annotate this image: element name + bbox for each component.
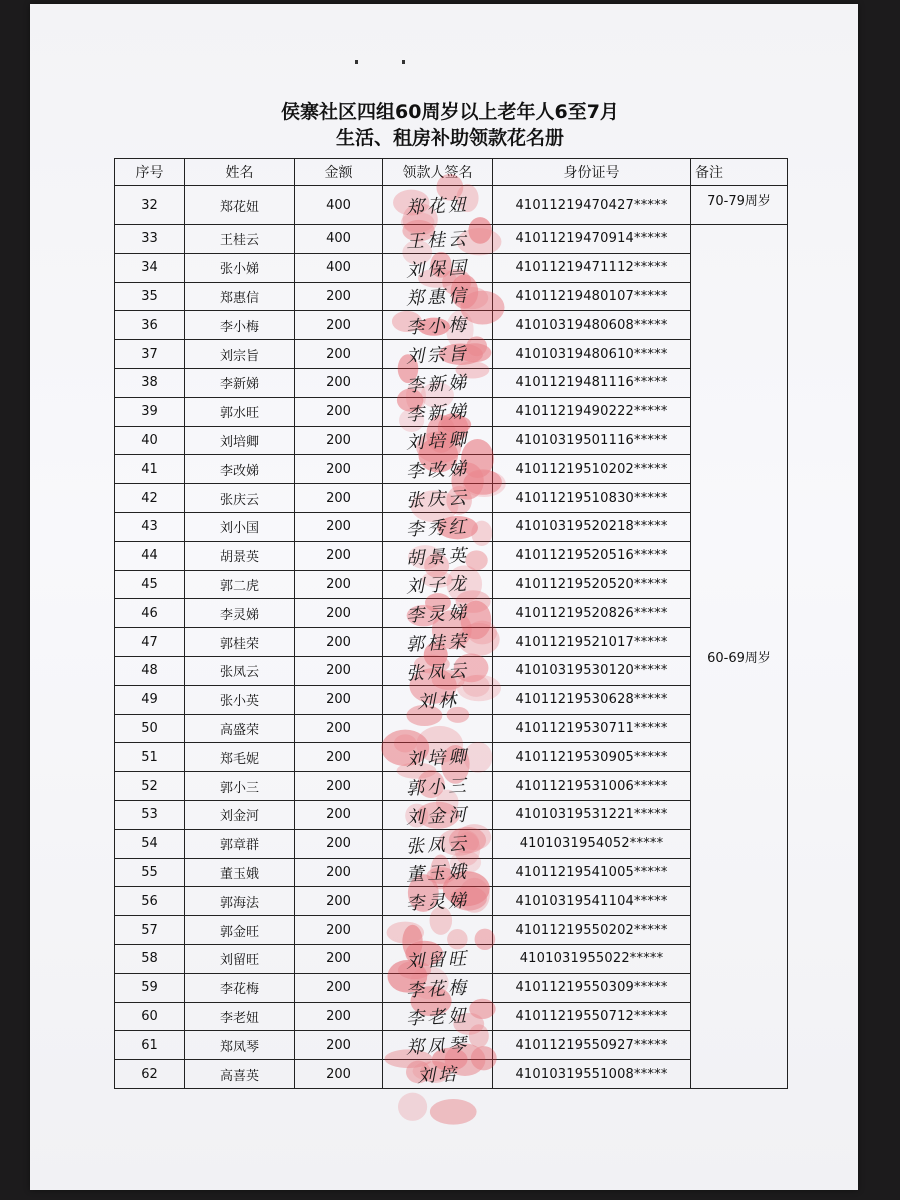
seq-cell: 33 [115, 225, 185, 254]
id-number-cell: 41011219520520***** [493, 570, 691, 599]
seq-cell: 45 [115, 570, 185, 599]
signature-cell [383, 1002, 493, 1031]
name-cell: 王桂云 [185, 225, 295, 254]
id-number-cell: 41011219530711***** [493, 714, 691, 743]
handwritten-signature: 王桂云 [405, 228, 470, 253]
table-row [115, 743, 788, 772]
handwritten-signature: 李秀红 [405, 516, 470, 541]
signature-cell [383, 368, 493, 397]
table-row [115, 484, 788, 513]
amount-cell: 200 [295, 455, 383, 484]
name-cell: 刘培卿 [185, 426, 295, 455]
name-cell: 张庆云 [185, 484, 295, 513]
signature-cell [383, 800, 493, 829]
name-cell: 郭章群 [185, 829, 295, 858]
name-cell: 董玉娥 [185, 858, 295, 887]
seq-cell: 53 [115, 800, 185, 829]
id-number-cell: 41011219550712***** [493, 1002, 691, 1031]
document-title: 侯寨社区四组60周岁以上老年人6至7月 [281, 101, 619, 123]
table-row [115, 858, 788, 887]
seq-cell: 47 [115, 628, 185, 657]
name-cell: 刘留旺 [185, 944, 295, 973]
name-cell: 刘金河 [185, 800, 295, 829]
header-note: 备注 [691, 159, 788, 186]
amount-cell: 200 [295, 541, 383, 570]
name-cell: 李改娣 [185, 455, 295, 484]
id-number-cell: 41010319530120***** [493, 656, 691, 685]
name-cell: 郑花妞 [185, 186, 295, 225]
id-number-cell: 41011219521017***** [493, 628, 691, 657]
name-cell: 郑惠信 [185, 282, 295, 311]
signature-cell [383, 541, 493, 570]
amount-cell: 200 [295, 916, 383, 945]
amount-cell: 200 [295, 714, 383, 743]
seq-cell: 37 [115, 340, 185, 369]
amount-cell: 200 [295, 887, 383, 916]
id-number-cell: 41011219471112***** [493, 253, 691, 282]
handwritten-signature: 张凤云 [405, 660, 470, 685]
seq-cell: 61 [115, 1031, 185, 1060]
handwritten-signature: 李新娣 [405, 401, 470, 426]
table-row [115, 282, 788, 311]
payment-register-table [114, 158, 788, 1089]
signature-cell [383, 225, 493, 254]
handwritten-signature: 李小梅 [405, 314, 470, 339]
note-cell-70-79: 70-79周岁 [691, 186, 788, 225]
handwritten-signature: 郭桂荣 [405, 631, 470, 656]
handwritten-signature: 刘培 [416, 1063, 460, 1088]
handwritten-signature: 刘金河 [405, 804, 470, 829]
amount-cell: 200 [295, 1002, 383, 1031]
table-row [115, 685, 788, 714]
seq-cell: 58 [115, 944, 185, 973]
handwritten-signature: 刘宗旨 [405, 343, 470, 368]
name-cell: 李新娣 [185, 368, 295, 397]
table-row [115, 397, 788, 426]
note-cell-60-69: 60-69周岁 [691, 225, 788, 1089]
seq-cell: 56 [115, 887, 185, 916]
signature-cell [383, 186, 493, 225]
id-number-cell: 41010319531221***** [493, 800, 691, 829]
signature-cell [383, 829, 493, 858]
handwritten-signature: 胡景英 [405, 545, 470, 570]
handwritten-signature: 董玉娥 [405, 861, 470, 887]
handwritten-signature: 李老妞 [405, 1005, 470, 1031]
punch-hole-mark [355, 60, 358, 64]
id-number-cell: 41011219530628***** [493, 685, 691, 714]
seq-cell: 55 [115, 858, 185, 887]
seq-cell: 39 [115, 397, 185, 426]
seq-cell: 32 [115, 186, 185, 225]
name-cell: 郑凤琴 [185, 1031, 295, 1060]
handwritten-signature: 刘培卿 [405, 746, 470, 771]
id-number-cell: 41011219520516***** [493, 541, 691, 570]
handwritten-signature: 李花梅 [405, 976, 470, 1002]
signature-cell [383, 973, 493, 1002]
signature-cell [383, 253, 493, 282]
table-row [115, 800, 788, 829]
handwritten-signature: 刘子龙 [405, 573, 470, 599]
table-row [115, 973, 788, 1002]
amount-cell: 200 [295, 973, 383, 1002]
table-row [115, 225, 788, 254]
id-number-cell: 41011219481116***** [493, 368, 691, 397]
table-row [115, 1002, 788, 1031]
id-number-cell: 41011219550202***** [493, 916, 691, 945]
table-row [115, 1031, 788, 1060]
seq-cell: 34 [115, 253, 185, 282]
handwritten-signature: 李灵娣 [405, 890, 470, 915]
id-number-cell: 41010319501116***** [493, 426, 691, 455]
table-header-row [115, 159, 788, 186]
id-number-cell: 41011219531006***** [493, 772, 691, 801]
handwritten-signature: 李灵娣 [405, 602, 470, 627]
signature-cell [383, 397, 493, 426]
document-subtitle: 生活、租房补助领款花名册 [335, 127, 564, 149]
signature-cell [383, 887, 493, 916]
name-cell: 李灵娣 [185, 599, 295, 628]
header-amount: 金额 [295, 159, 383, 186]
amount-cell: 400 [295, 186, 383, 225]
name-cell: 张小娣 [185, 253, 295, 282]
id-number-cell: 41010319480608***** [493, 311, 691, 340]
table-row [115, 253, 788, 282]
amount-cell: 200 [295, 570, 383, 599]
amount-cell: 200 [295, 397, 383, 426]
name-cell: 李小梅 [185, 311, 295, 340]
signature-cell [383, 1031, 493, 1060]
signature-cell [383, 570, 493, 599]
seq-cell: 38 [115, 368, 185, 397]
table-row [115, 944, 788, 973]
table-row [115, 656, 788, 685]
seq-cell: 59 [115, 973, 185, 1002]
table-row [115, 426, 788, 455]
name-cell: 郭金旺 [185, 916, 295, 945]
seq-cell: 54 [115, 829, 185, 858]
name-cell: 李花梅 [185, 973, 295, 1002]
amount-cell: 200 [295, 484, 383, 513]
amount-cell: 200 [295, 656, 383, 685]
amount-cell: 400 [295, 253, 383, 282]
name-cell: 郭水旺 [185, 397, 295, 426]
handwritten-signature: 刘培卿 [405, 429, 470, 455]
amount-cell: 200 [295, 829, 383, 858]
amount-cell: 200 [295, 1031, 383, 1060]
signature-cell [383, 944, 493, 973]
id-number-cell: 41011219490222***** [493, 397, 691, 426]
table-row [115, 829, 788, 858]
seq-cell: 36 [115, 311, 185, 340]
table-row [115, 186, 788, 225]
handwritten-signature: 刘保国 [405, 257, 470, 282]
seq-cell: 42 [115, 484, 185, 513]
id-number-cell: 41010319551008***** [493, 1060, 691, 1089]
id-number-cell: 4101031954052***** [493, 829, 691, 858]
table-row [115, 628, 788, 657]
signature-cell [383, 772, 493, 801]
handwritten-signature: 郑花妞 [405, 194, 470, 219]
table-row [115, 512, 788, 541]
id-number-cell: 41011219480107***** [493, 282, 691, 311]
name-cell: 郑毛妮 [185, 743, 295, 772]
name-cell: 高盛荣 [185, 714, 295, 743]
signature-cell [383, 455, 493, 484]
amount-cell: 200 [295, 685, 383, 714]
handwritten-signature: 郑惠信 [405, 285, 470, 311]
table-row [115, 772, 788, 801]
id-number-cell: 41010319541104***** [493, 887, 691, 916]
amount-cell: 200 [295, 311, 383, 340]
name-cell: 高喜英 [185, 1060, 295, 1089]
signature-cell [383, 714, 493, 743]
name-cell: 郭海法 [185, 887, 295, 916]
handwritten-signature: 刘林 [416, 689, 460, 713]
signature-cell [383, 282, 493, 311]
handwritten-signature: 李改娣 [405, 458, 470, 483]
name-cell: 李老妞 [185, 1002, 295, 1031]
signature-cell [383, 484, 493, 513]
amount-cell: 200 [295, 599, 383, 628]
name-cell: 刘宗旨 [185, 340, 295, 369]
signature-cell [383, 311, 493, 340]
id-number-cell: 41011219550309***** [493, 973, 691, 1002]
seq-cell: 46 [115, 599, 185, 628]
header-id-number: 身份证号 [493, 159, 691, 186]
amount-cell: 200 [295, 1060, 383, 1089]
amount-cell: 200 [295, 426, 383, 455]
amount-cell: 200 [295, 340, 383, 369]
seq-cell: 40 [115, 426, 185, 455]
id-number-cell: 41011219520826***** [493, 599, 691, 628]
signature-cell [383, 1060, 493, 1089]
seq-cell: 51 [115, 743, 185, 772]
signature-cell [383, 426, 493, 455]
name-cell: 郭二虎 [185, 570, 295, 599]
id-number-cell: 41011219530905***** [493, 743, 691, 772]
punch-hole-mark [402, 60, 405, 64]
id-number-cell: 41011219550927***** [493, 1031, 691, 1060]
handwritten-signature: 刘留旺 [405, 948, 470, 973]
name-cell: 郭桂荣 [185, 628, 295, 657]
name-cell: 胡景英 [185, 541, 295, 570]
seq-cell: 49 [115, 685, 185, 714]
id-number-cell: 41011219510202***** [493, 455, 691, 484]
handwritten-signature: 张凤云 [405, 832, 470, 858]
table-row [115, 541, 788, 570]
handwritten-signature: 张庆云 [405, 487, 470, 512]
signature-cell [383, 599, 493, 628]
seq-cell: 60 [115, 1002, 185, 1031]
seq-cell: 41 [115, 455, 185, 484]
id-number-cell: 41010319480610***** [493, 340, 691, 369]
table-row [115, 887, 788, 916]
table-row [115, 368, 788, 397]
name-cell: 张小英 [185, 685, 295, 714]
seq-cell: 44 [115, 541, 185, 570]
header-seq: 序号 [115, 159, 185, 186]
seq-cell: 57 [115, 916, 185, 945]
amount-cell: 200 [295, 944, 383, 973]
handwritten-signature: 郑凤琴 [405, 1034, 470, 1059]
amount-cell: 200 [295, 800, 383, 829]
seq-cell: 48 [115, 656, 185, 685]
id-number-cell: 41011219470914***** [493, 225, 691, 254]
header-signature: 领款人签名 [383, 159, 493, 186]
signature-cell [383, 743, 493, 772]
amount-cell: 200 [295, 772, 383, 801]
table-row [115, 714, 788, 743]
signature-cell [383, 628, 493, 657]
amount-cell: 200 [295, 282, 383, 311]
handwritten-signature: 郭小三 [405, 775, 470, 800]
amount-cell: 200 [295, 368, 383, 397]
table-row [115, 1060, 788, 1089]
seq-cell: 35 [115, 282, 185, 311]
name-cell: 张凤云 [185, 656, 295, 685]
handwritten-signature: 李新娣 [405, 372, 470, 397]
id-number-cell: 41011219470427***** [493, 186, 691, 225]
seq-cell: 43 [115, 512, 185, 541]
amount-cell: 400 [295, 225, 383, 254]
table-row [115, 455, 788, 484]
name-cell: 郭小三 [185, 772, 295, 801]
id-number-cell: 41011219541005***** [493, 858, 691, 887]
amount-cell: 200 [295, 628, 383, 657]
amount-cell: 200 [295, 512, 383, 541]
amount-cell: 200 [295, 858, 383, 887]
name-cell: 刘小国 [185, 512, 295, 541]
table-row [115, 599, 788, 628]
seq-cell: 50 [115, 714, 185, 743]
header-name: 姓名 [185, 159, 295, 186]
table-row [115, 570, 788, 599]
seq-cell: 52 [115, 772, 185, 801]
table-row [115, 916, 788, 945]
table-row [115, 340, 788, 369]
signature-cell [383, 916, 493, 945]
signature-cell [383, 858, 493, 887]
signature-cell [383, 340, 493, 369]
id-number-cell: 4101031955022***** [493, 944, 691, 973]
id-number-cell: 41011219510830***** [493, 484, 691, 513]
amount-cell: 200 [295, 743, 383, 772]
signature-cell [383, 512, 493, 541]
signature-cell [383, 656, 493, 685]
id-number-cell: 41010319520218***** [493, 512, 691, 541]
signature-cell [383, 685, 493, 714]
seq-cell: 62 [115, 1060, 185, 1089]
table-row [115, 311, 788, 340]
